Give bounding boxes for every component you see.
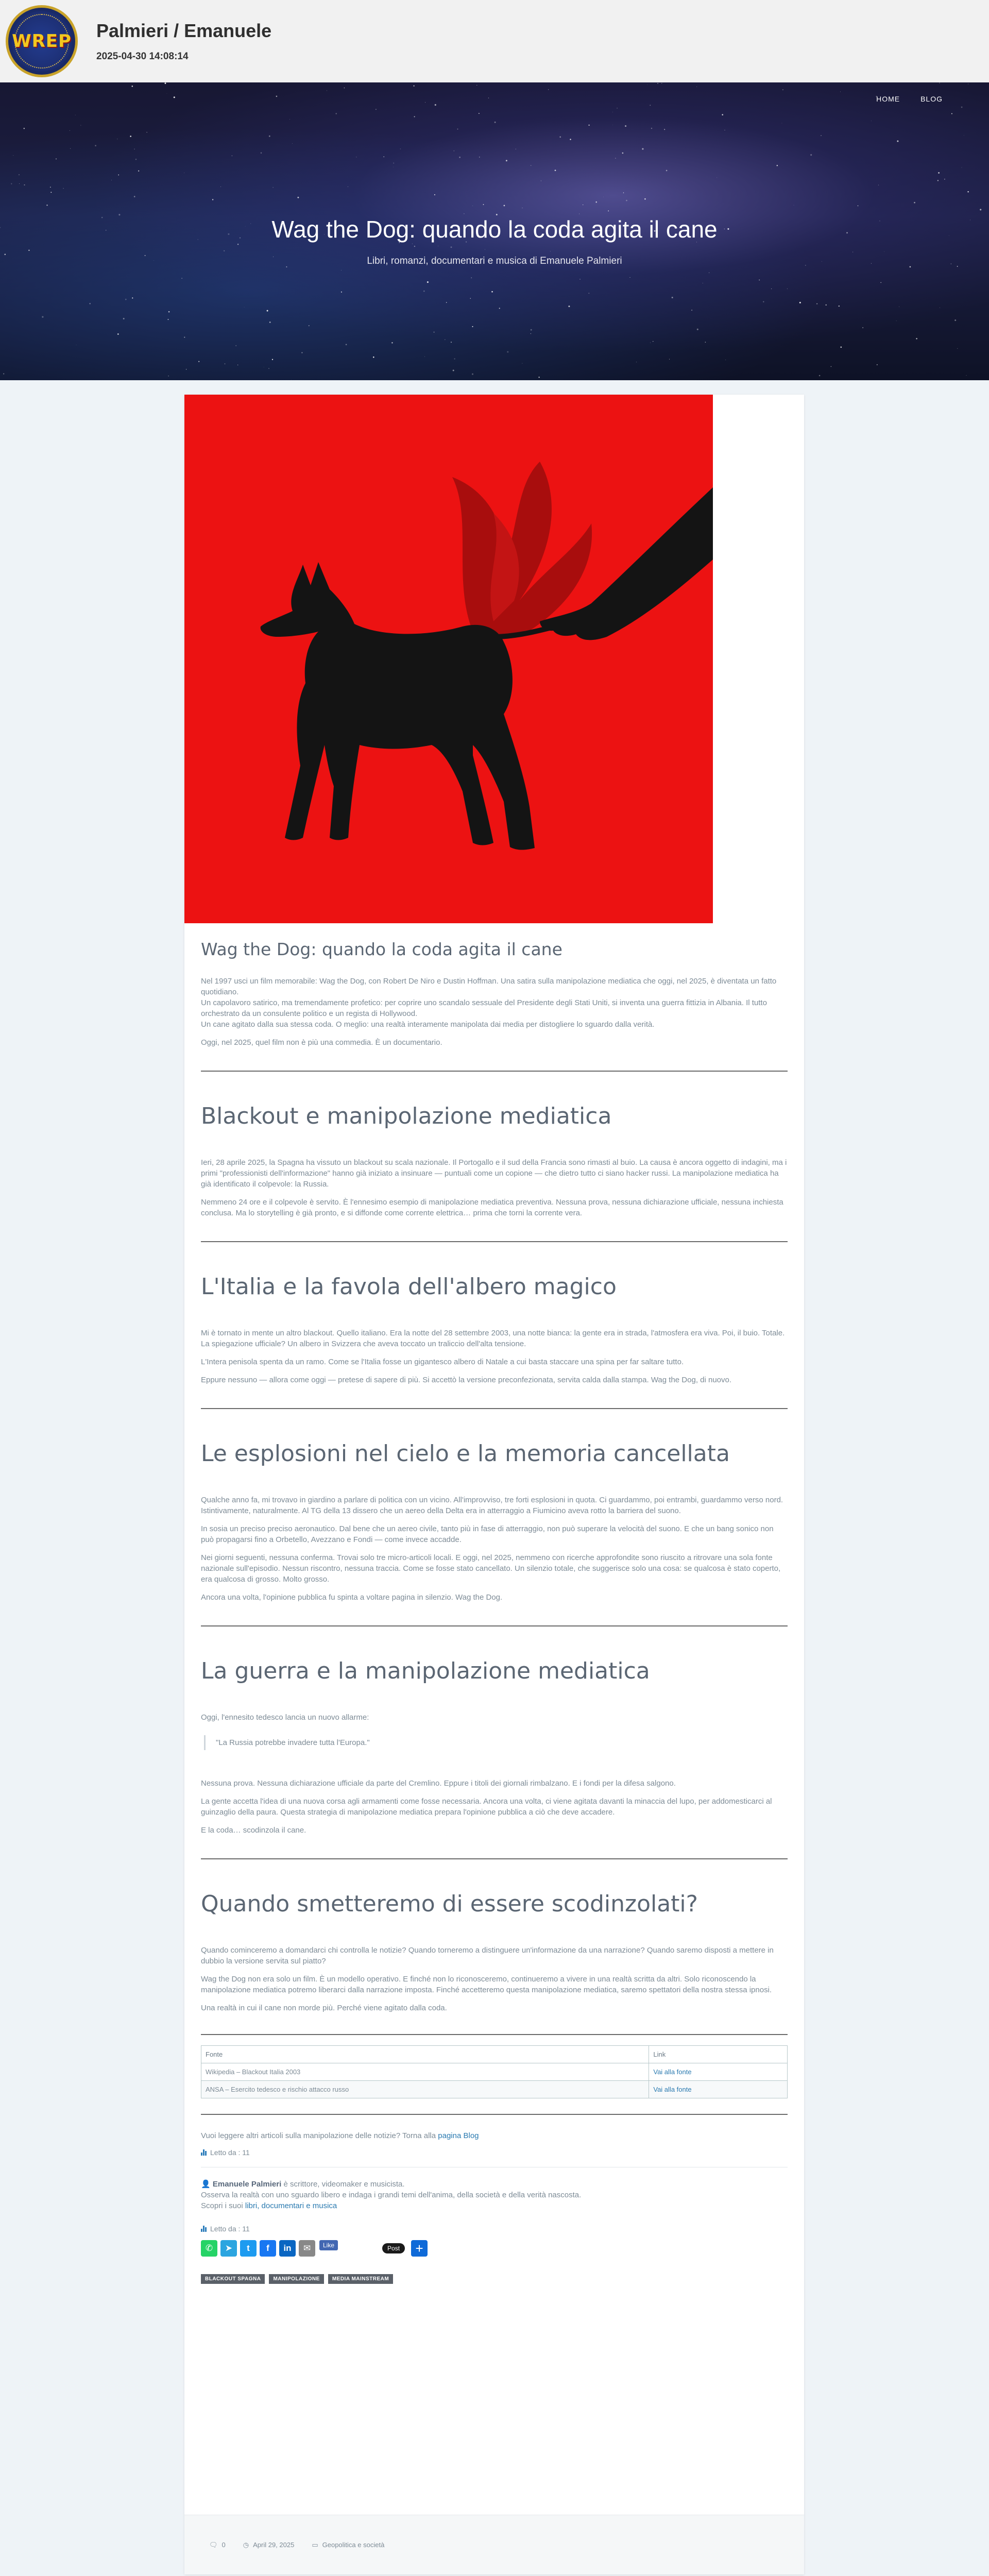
tag[interactable]: BLACKOUT SPAGNA <box>201 2274 265 2284</box>
section-paragraph: L'Intera penisola spenta da un ramo. Come se l'Italia fosse un gigantesco albero di Natale a cui basta staccare una spina per far saltare tutto. <box>201 1358 684 1366</box>
star <box>506 160 507 161</box>
bar-chart-icon <box>201 2226 207 2232</box>
bar-chart-icon <box>201 2149 207 2156</box>
star <box>472 374 473 375</box>
star <box>878 184 879 185</box>
section-paragraph: E la coda… scodinzola il cane. <box>201 1826 306 1835</box>
hero-banner <box>0 82 989 380</box>
table-header-cell: Fonte <box>201 2046 649 2063</box>
star <box>198 361 199 362</box>
star <box>24 184 25 185</box>
hero-subtitle: Libri, romanzi, documentari e musica di Emanuele Palmieri <box>367 256 622 266</box>
star <box>840 346 842 348</box>
tag[interactable]: MANIPOLAZIONE <box>269 2274 323 2284</box>
star <box>309 325 310 326</box>
star <box>471 277 472 278</box>
star <box>559 137 561 138</box>
section-paragraph: Oggi, l'ennesito tedesco lancia un nuovo allarme: <box>201 1713 369 1722</box>
share-buttons <box>201 2240 788 2257</box>
star <box>877 364 878 365</box>
star <box>268 368 269 369</box>
star <box>499 308 500 309</box>
star <box>622 152 624 154</box>
star <box>831 366 832 367</box>
read-count: Letto da : 11 <box>210 2148 250 2157</box>
star <box>237 244 238 245</box>
site-titles <box>96 20 271 62</box>
author-icon: 👤 <box>201 2180 211 2189</box>
folder-icon: ▭ <box>312 2540 318 2549</box>
star <box>297 197 299 198</box>
star <box>782 89 783 90</box>
table-header-cell: Link <box>649 2046 788 2063</box>
article-content <box>201 939 788 2284</box>
section-paragraph: Nemmeno 24 ore e il colpevole è servito. È l'ennesimo esempio di manipolazione mediatica preventiva. Nessuna prova, nessuna dichiarazione ufficiale, nessuna inchiesta conclusa. Ma lo storytelling è già pronto, e si diffonde come corrente elettrica… prima che torni la corrente vera. <box>201 1198 783 1217</box>
star <box>414 86 415 87</box>
article-title: Wag the Dog: quando la coda agita il cane <box>201 939 562 959</box>
star <box>763 301 764 302</box>
section-title-quando: Quando smetteremo di essere scodinzolati? <box>201 1891 698 1917</box>
section-paragraph: Una realtà in cui il cane non morde più. Perché viene agitato dalla coda. <box>201 2004 447 2012</box>
star <box>657 83 658 84</box>
star <box>457 129 458 130</box>
star <box>134 196 135 197</box>
star <box>538 377 539 378</box>
star <box>914 202 915 204</box>
star <box>666 170 668 172</box>
star <box>644 198 646 200</box>
source-name: Wikipedia – Blackout Italia 2003 <box>201 2063 649 2081</box>
intro-paragraph-3: Un cane agitato dalla sua stessa coda. O meglio: una realtà interamente manipolata dai media per distogliere lo sguardo dalla verità. <box>201 1020 655 1029</box>
author-works-link[interactable]: libri, documentari e musica <box>245 2201 337 2210</box>
table-header-row <box>201 2046 788 2063</box>
star <box>341 292 342 293</box>
star <box>951 113 952 114</box>
star <box>393 163 394 164</box>
star <box>46 205 47 206</box>
section-paragraph: Qualche anno fa, mi trovavo in giardino a parlare di politica con un vicino. All'improvviso, tre forti esplosioni in quota. Ci guardammo, poi entrambi, guardammo verso nord. Istintivamente, naturalmente. Al TG della 13 dissero che un aereo della Delta era in atterraggio a Fiumicino aveva rotto la barriera del suono. <box>201 1496 783 1515</box>
star <box>483 204 484 205</box>
blog-cta <box>201 2130 788 2141</box>
site-name[interactable]: Palmieri / Emanuele <box>96 20 272 41</box>
intro-paragraph-2: Un capolavoro satirico, ma tremendamente profetico: per coprire uno scandalo sessuale del Presidente degli Stati Uniti, si inventa una guerra fittizia in Albania. Il tutto orchestrato da un consulente politico e un regista di Hollywood. <box>201 998 767 1018</box>
divider <box>201 1071 788 1072</box>
featured-image <box>184 395 713 923</box>
star <box>479 113 480 114</box>
site-header <box>0 0 989 82</box>
facebook-share-icon[interactable]: f <box>260 2240 276 2257</box>
sources-table <box>201 2045 788 2098</box>
star <box>80 125 81 126</box>
star <box>626 200 627 201</box>
author-name: Emanuele Palmieri <box>212 2180 282 2189</box>
star <box>5 254 6 256</box>
star <box>50 192 52 193</box>
divider <box>201 2034 788 2035</box>
whatsapp-share-icon[interactable]: ✆ <box>201 2240 217 2257</box>
star <box>289 119 290 120</box>
star <box>123 318 125 319</box>
star <box>168 376 169 377</box>
star <box>412 243 413 244</box>
star <box>697 329 698 330</box>
star <box>570 139 571 140</box>
star <box>435 104 436 106</box>
star <box>967 191 968 192</box>
star <box>642 148 643 150</box>
star <box>346 344 347 346</box>
site-logo[interactable] <box>6 5 78 77</box>
star <box>896 320 897 321</box>
star <box>650 105 651 106</box>
divider <box>201 1625 788 1626</box>
divider <box>201 1408 788 1409</box>
section-paragraph: Nessuna prova. Nessuna dichiarazione ufficiale da parte del Cremlino. Eppure i titoli dei giornali rimbalzano. E i fondi per la difesa salgono. <box>201 1779 676 1788</box>
twitter-share-icon[interactable]: t <box>240 2240 257 2257</box>
table-row <box>201 2063 788 2081</box>
hero-title: Wag the Dog: quando la coda agita il cane <box>271 216 718 243</box>
star <box>816 303 817 304</box>
dog-wagged-by-hand-illustration <box>184 395 713 923</box>
star <box>897 140 898 142</box>
post-category-value: Geopolitica e società <box>322 2541 385 2549</box>
source-cell <box>649 2063 788 2081</box>
section-title-guerra: La guerra e la manipolazione mediatica <box>201 1658 650 1684</box>
star <box>267 310 268 312</box>
main-nav <box>876 95 943 103</box>
star <box>608 211 609 212</box>
star <box>579 279 581 280</box>
star <box>880 282 881 283</box>
star <box>954 319 956 321</box>
star <box>134 149 135 150</box>
star <box>464 213 465 214</box>
star <box>839 306 840 307</box>
star <box>629 277 630 278</box>
star <box>588 125 589 126</box>
star <box>19 174 20 175</box>
author-bio-3: Scopri i suoi <box>201 2201 243 2210</box>
star <box>272 359 273 360</box>
star <box>24 128 25 129</box>
clock-icon: ◷ <box>243 2540 249 2549</box>
star <box>434 332 435 333</box>
star <box>118 175 119 176</box>
star <box>423 291 425 292</box>
author-bio-1: è scrittore, videomaker e musicista. <box>283 2180 405 2189</box>
star <box>117 333 119 335</box>
intro-closing: Oggi, nel 2025, quel film non è più una commedia. È un documentario. <box>201 1038 442 1047</box>
star <box>625 125 626 127</box>
post-date-value: April 29, 2025 <box>253 2541 295 2549</box>
star <box>759 279 760 280</box>
star <box>472 326 473 327</box>
star <box>595 201 597 203</box>
logo-text: WREP <box>12 31 72 52</box>
star <box>138 171 139 172</box>
email-share-icon[interactable]: ✉ <box>299 2240 315 2257</box>
star <box>669 359 670 360</box>
star <box>938 172 940 174</box>
section-paragraph: Quando cominceremo a domandarci chi controlla le notizie? Quando torneremo a distinguere un'informazione da una narrazione? Quando saremo disposti a mettere in dubbio la versione servita sul piatto? <box>201 1946 774 1965</box>
telegram-share-icon[interactable]: ➤ <box>220 2240 237 2257</box>
star <box>939 82 940 83</box>
star <box>166 93 167 94</box>
section-paragraph: La gente accetta l'idea di una nuova corsa agli armamenti come fosse necessaria. Ancora una volta, ci viene agitata davanti la minaccia del lupo, per addomesticarci al guinzaglio della paura. Questa strategia di manipolazione mediatica prepara l'opinione pubblica a ciò che deve accadere. <box>201 1797 772 1817</box>
star <box>336 113 337 114</box>
star <box>454 358 455 359</box>
nav-blog[interactable]: BLOG <box>920 95 943 103</box>
star <box>445 339 446 340</box>
star <box>862 327 863 328</box>
comments-count[interactable] <box>209 2541 226 2549</box>
star <box>615 158 616 159</box>
star <box>531 329 532 331</box>
star <box>434 194 435 195</box>
blog-cta-text: Vuoi leggere altri articoli sulla manipolazione delle notizie? Torna alla <box>201 2131 436 2140</box>
section-paragraph: Ancora una volta, l'opinione pubblica fu spinta a voltare pagina in silenzio. Wag the Dog. <box>201 1593 503 1602</box>
star <box>531 165 532 166</box>
tag-list <box>201 2274 788 2284</box>
section-paragraph: Mi è tornato in mente un altro blackout. Quello italiano. Era la notte del 28 settembre 2003, una notte bianca: la gente era in strada, l'atmosfera era viva. Poi, il buio. Totale. La spiegazione ufficiale? Un albero in Svizzera che aveva toccato un traliccio dell'alta tensione. <box>201 1329 785 1348</box>
star <box>858 206 859 207</box>
star <box>292 143 293 144</box>
star <box>244 307 245 308</box>
site-datetime: 2025-04-30 14:08:14 <box>96 51 189 62</box>
star <box>821 135 822 136</box>
star <box>453 370 454 371</box>
post-category[interactable] <box>312 2541 384 2549</box>
star <box>376 109 377 110</box>
tweet-button[interactable]: Post <box>382 2243 405 2253</box>
star <box>507 351 508 352</box>
intro-paragraph-1: Nel 1997 usci un film memorabile: Wag the Dog, con Robert De Niro e Dustin Hoffman. Una satira sulla manipolazione mediatica che oggi, nel 2025, è diventata un fatto quotidiano. <box>201 977 777 996</box>
star <box>961 107 963 108</box>
article-meta-bar <box>184 2515 804 2574</box>
star <box>89 303 91 304</box>
star <box>672 297 673 298</box>
star <box>235 345 236 346</box>
star <box>373 357 374 358</box>
star <box>944 179 945 180</box>
author-bio-2: Osserva la realtà con uno sguardo libero e indaga i grandi temi dell'anima, della società e della verità nascosta. <box>201 2191 582 2199</box>
star <box>135 159 137 160</box>
star <box>799 302 801 303</box>
author-bio <box>201 2179 788 2211</box>
linkedin-share-icon[interactable]: in <box>279 2240 296 2257</box>
star <box>451 246 452 248</box>
star <box>165 82 166 84</box>
star <box>42 316 43 318</box>
star <box>132 86 133 87</box>
star <box>427 281 429 283</box>
star <box>491 291 493 293</box>
star <box>225 363 226 364</box>
source-link[interactable]: Vai alla fonte <box>653 2086 692 2093</box>
star <box>555 170 556 171</box>
star <box>168 311 170 313</box>
star <box>479 157 480 158</box>
star <box>651 128 652 129</box>
star <box>826 304 827 306</box>
star <box>272 187 273 188</box>
star <box>269 135 270 137</box>
read-counter <box>201 2148 788 2157</box>
star <box>125 299 127 300</box>
star <box>957 348 958 349</box>
star <box>722 114 723 115</box>
table-row <box>201 2081 788 2098</box>
star <box>691 310 692 311</box>
nav-home[interactable]: HOME <box>876 95 900 103</box>
star <box>174 96 175 98</box>
star <box>488 97 489 98</box>
comments-count-value: 0 <box>221 2541 226 2549</box>
star <box>588 293 589 294</box>
star <box>232 156 233 157</box>
star <box>980 209 981 210</box>
star <box>301 352 302 353</box>
section-title-blackout: Blackout e manipolazione mediatica <box>201 1103 612 1129</box>
section-title-italia: L'Italia e la favola dell'albero magico <box>201 1274 617 1300</box>
section-paragraph: In sosia un preciso preciso aeronautico. Dal bene che un aereo civile, tanto più in fase di atterraggio, non può superare la velocità del suono. E che un bang sonico non può propagarsi fino a Orbetello, Avezzano e Fondi — come invece accadde. <box>201 1524 774 1544</box>
star <box>476 85 477 86</box>
read-count: Letto da : 11 <box>210 2225 250 2233</box>
star <box>414 246 415 247</box>
star <box>70 148 71 149</box>
star <box>95 145 96 146</box>
more-share-icon[interactable]: + <box>411 2240 428 2257</box>
star <box>819 375 821 377</box>
star <box>617 108 618 109</box>
comment-icon: 🗨 <box>209 2540 218 2549</box>
star <box>184 337 185 338</box>
star <box>391 342 393 343</box>
star <box>132 297 133 298</box>
star <box>3 373 4 374</box>
blog-cta-link[interactable]: pagina Blog <box>438 2131 479 2140</box>
star <box>224 250 225 251</box>
read-counter-2 <box>201 2225 788 2233</box>
source-cell <box>649 2081 788 2098</box>
star <box>28 250 29 251</box>
star <box>568 306 570 307</box>
star <box>212 199 213 200</box>
blockquote: "La Russia potrebbe invadere tutta l'Europa." <box>204 1735 788 1750</box>
star <box>130 135 131 137</box>
divider <box>201 1241 788 1242</box>
star <box>19 183 20 184</box>
star <box>261 152 262 154</box>
section-paragraph: Ieri, 28 aprile 2025, la Spagna ha vissuto un blackout su scala nazionale. Il Portogallo e il sud della Francia sono rimasti al buio. La causa è ancora oggetto di indagini, ma i primi "professionisti dell'informazione" hanno già iniziato a insinuare — puntuali come un copione — che dietro tutto ci siano hacker russi. La manipolazione mediatica ha già identificato il colpevole: la Russia. <box>201 1158 787 1189</box>
source-link[interactable]: Vai alla fonte <box>653 2068 692 2076</box>
star <box>63 188 64 189</box>
section-title-esplosioni: Le esplosioni nel cielo e la memoria cancellata <box>201 1440 730 1467</box>
star <box>664 129 665 130</box>
section-paragraph: Nei giorni seguenti, nessuna conferma. Trovai solo tre micro-articoli locali. E oggi, nel 2025, nemmeno con ricerche approfondite sono riuscito a ritrovare una sola fonte nazionale sull'episodio. Nessun riscontro, nessuna traccia. Come se fosse stato cancellato. Un silenzio totale, che suggerisce solo una cosa: se qualcosa è stato coperto, era qualcosa di grosso. Molto grosso. <box>201 1553 781 1584</box>
facebook-like-button[interactable]: Like <box>319 2240 338 2250</box>
section-paragraph: Eppure nessuno — allora come oggi — pretese di sapere di più. Si accettò la versione preconfezionata, servita calda dalla stampa. Wag the Dog, di nuovo. <box>201 1376 732 1384</box>
star <box>494 122 496 123</box>
star <box>548 89 549 90</box>
star <box>400 148 401 149</box>
star <box>56 158 57 159</box>
star <box>167 319 168 320</box>
star <box>916 338 917 340</box>
divider <box>201 1858 788 1859</box>
star <box>937 180 939 181</box>
post-date <box>243 2541 295 2549</box>
star <box>276 96 278 97</box>
star <box>414 116 415 117</box>
divider <box>201 2114 788 2115</box>
source-name: ANSA – Esercito tedesco e rischio attacco russo <box>201 2081 649 2098</box>
star <box>705 342 706 343</box>
star <box>11 183 12 184</box>
section-paragraph: Wag the Dog non era solo un film. È un modello operativo. E finché non lo riconosceremo, continueremo a vivere in una realtà scritta da altri. Solo riconoscendo la manipolazione mediatica potremo liberarci dalla narrazione imposta. Finché accetteremo questa manipolazione mediatica, saremo spettatori della nostra stessa ipnosi. <box>201 1975 772 1994</box>
star <box>777 165 778 166</box>
star <box>459 157 461 158</box>
article-card <box>184 395 804 2574</box>
tag[interactable]: MEDIA MAINSTREAM <box>328 2274 393 2284</box>
star <box>50 187 51 188</box>
star <box>269 321 271 323</box>
star <box>504 205 505 207</box>
star <box>810 154 812 156</box>
star <box>451 342 452 343</box>
